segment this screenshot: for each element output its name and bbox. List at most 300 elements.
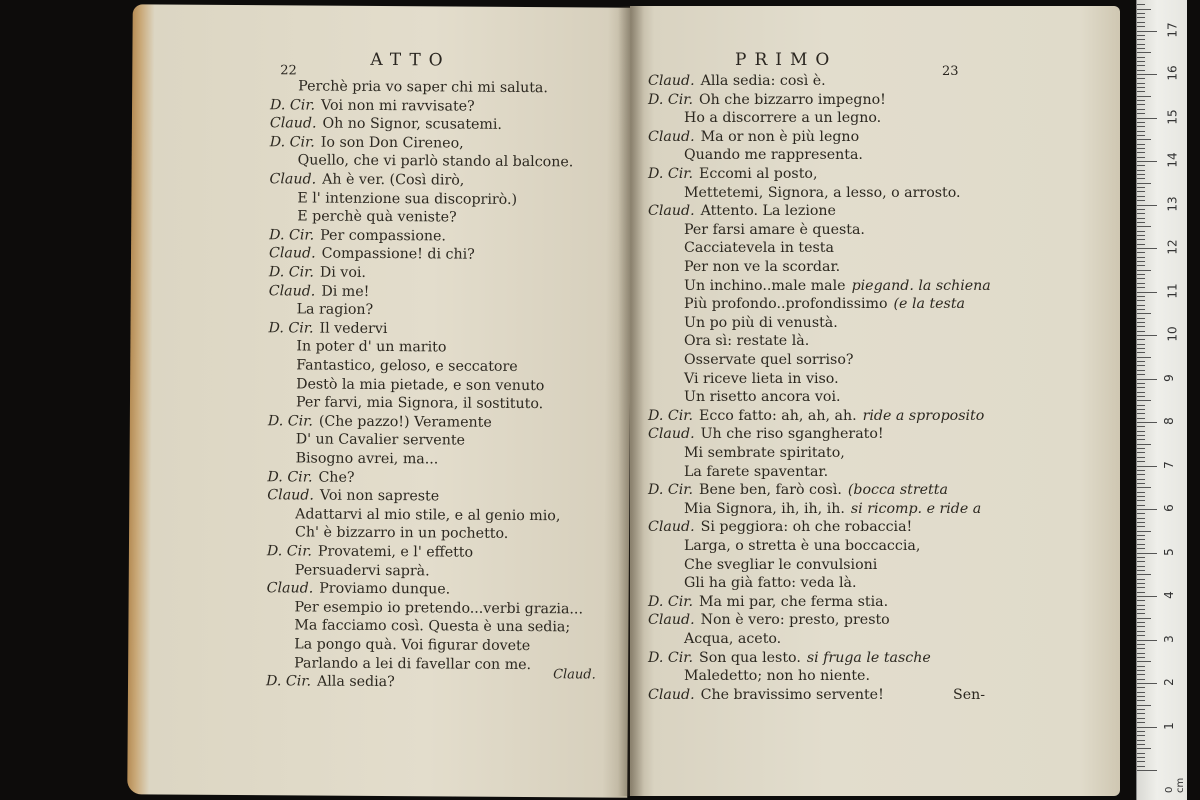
- line-text: Ah è ver. (Così dirò,: [322, 171, 465, 189]
- ruler-tick: [1137, 474, 1145, 475]
- ruler-tick: [1137, 566, 1145, 567]
- text-line: [268, 319, 387, 338]
- ruler-tick: [1137, 383, 1145, 384]
- ruler-tick: [1137, 287, 1145, 288]
- stage-direction: si fruga le tasche: [806, 649, 931, 666]
- ruler-tick: [1137, 83, 1145, 84]
- ruler-tick: [1137, 587, 1145, 588]
- ruler-tick: [1137, 109, 1145, 110]
- line-text: Fantastico, geloso, e seccatore: [296, 357, 518, 375]
- ruler-tick: [1137, 135, 1145, 136]
- ruler-tick: [1137, 618, 1151, 619]
- line-text: Oh che bizzarro impegno!: [699, 91, 886, 108]
- line-text: Il vedervi: [319, 320, 388, 337]
- ruler-tick: [1137, 609, 1145, 610]
- ruler-number: 6: [1161, 504, 1176, 512]
- text-line: [297, 208, 456, 227]
- line-text: D' un Cavalier servente: [295, 431, 466, 449]
- ruler-number: 7: [1161, 460, 1176, 469]
- ruler-tick: [1137, 727, 1157, 728]
- line-text: Un inchino..male male: [684, 277, 846, 294]
- text-line: [648, 481, 948, 499]
- measuring-ruler: [1136, 0, 1187, 800]
- ruler-tick: [1137, 39, 1145, 40]
- line-text: Cacciatevela in testa: [684, 240, 834, 257]
- ruler-tick: [1137, 700, 1145, 701]
- ruler-tick: [1137, 448, 1145, 449]
- ruler-tick: [1137, 722, 1145, 723]
- ruler-tick: [1137, 278, 1145, 279]
- ruler-number: 5: [1161, 547, 1176, 556]
- text-line: [684, 221, 865, 239]
- ruler-tick: [1137, 226, 1151, 227]
- line-text: Per esempio io pretendo...verbi grazia...: [294, 599, 584, 618]
- ruler-tick: [1137, 35, 1145, 36]
- text-line: [684, 109, 881, 127]
- ruler-tick: [1137, 557, 1145, 558]
- text-line: [684, 370, 839, 388]
- ruler-tick: [1137, 626, 1145, 627]
- ruler-tick: [1137, 648, 1145, 649]
- text-line: [268, 412, 492, 432]
- line-text: Destò la mia pietade, e son venuto: [296, 376, 545, 394]
- ruler-tick: [1137, 713, 1145, 714]
- text-line: [684, 556, 877, 574]
- line-text: Son qua lesto.: [699, 649, 801, 666]
- speaker-name: D. Cir.: [648, 482, 694, 499]
- line-text: E l' intenzione sua discoprirò.): [297, 190, 518, 208]
- line-text: Ch' è bizzarro in un pochetto.: [295, 524, 509, 543]
- ruler-tick: [1137, 670, 1145, 671]
- ruler-tick: [1137, 492, 1145, 493]
- text-line: [648, 518, 912, 536]
- text-line: [648, 593, 888, 611]
- ruler-tick: [1137, 457, 1145, 458]
- speaker-name: Claud.: [648, 426, 695, 443]
- ruler-tick: [1137, 126, 1145, 127]
- line-text: Parlando a lei di favellar con me.: [294, 655, 532, 673]
- text-line: [648, 128, 859, 146]
- ruler-tick: [1137, 622, 1145, 623]
- text-line: [296, 356, 518, 376]
- speaker-name: Claud.: [648, 686, 695, 703]
- line-text: Non è vero: presto, presto: [700, 612, 890, 629]
- ruler-tick: [1137, 544, 1145, 545]
- ruler-tick: [1137, 379, 1157, 380]
- ruler-tick: [1137, 653, 1145, 654]
- ruler-tick: [1137, 531, 1151, 532]
- line-text: Un po più di venustà.: [684, 314, 838, 331]
- ruler-tick: [1137, 339, 1145, 340]
- text-line: [684, 314, 838, 332]
- ruler-tick: [1137, 209, 1145, 210]
- line-text: Per farvi, mia Signora, il sostituto.: [295, 394, 544, 413]
- ruler-tick: [1137, 200, 1145, 201]
- ruler-number: 11: [1165, 282, 1180, 299]
- text-line: [648, 686, 986, 704]
- ruler-tick: [1137, 770, 1157, 771]
- ruler-tick: [1137, 757, 1145, 758]
- ruler-tick: [1137, 78, 1145, 79]
- text-line: [684, 500, 981, 518]
- text-line: [296, 394, 543, 414]
- line-text: Mettetemi, Signora, a lesso, o arrosto.: [684, 184, 961, 201]
- ruler-tick: [1137, 74, 1157, 75]
- ruler-tick: [1137, 318, 1145, 319]
- speaker-name: Claud.: [648, 519, 695, 536]
- ruler-tick: [1137, 400, 1151, 401]
- ruler-tick: [1137, 148, 1145, 149]
- ruler-tick: [1137, 679, 1145, 680]
- line-text: Quello, che vi parlò stando al balcone.: [297, 152, 574, 171]
- speaker-name: D. Cir.: [267, 413, 313, 430]
- ruler-tick: [1137, 692, 1145, 693]
- ruler-tick: [1137, 735, 1145, 736]
- text-line: [648, 202, 836, 220]
- line-text: Perchè pria vo saper chi mi saluta.: [298, 78, 548, 97]
- ruler-tick: [1137, 600, 1145, 601]
- ruler-tick: [1137, 392, 1145, 393]
- line-text: La farete spaventar.: [684, 463, 829, 480]
- ruler-number: 15: [1165, 108, 1180, 125]
- ruler-tick: [1137, 374, 1145, 375]
- stage-direction: piegand. la schiena: [851, 277, 991, 294]
- text-line: [296, 431, 465, 450]
- ruler-tick: [1137, 705, 1151, 706]
- line-text: Voi non sapreste: [319, 487, 440, 505]
- line-text: Vi riceve lieta in viso.: [684, 370, 839, 387]
- ruler-tick: [1137, 17, 1145, 18]
- ruler-tick: [1137, 104, 1145, 105]
- ruler-tick: [1137, 644, 1145, 645]
- speaker-name: D. Cir.: [269, 134, 315, 151]
- text-line: [269, 263, 366, 282]
- left-catchword: Claud.: [553, 667, 596, 683]
- ruler-tick: [1137, 70, 1145, 71]
- ruler-tick: [1137, 583, 1145, 584]
- ruler-number: 14: [1165, 152, 1180, 168]
- line-text: Bisogno avrei, ma...: [295, 450, 439, 468]
- ruler-tick: [1137, 191, 1145, 192]
- line-text: Voi non mi ravvisate?: [321, 97, 475, 115]
- text-line: [267, 486, 439, 505]
- text-line: [684, 574, 857, 592]
- speaker-name: Claud.: [268, 282, 316, 300]
- ruler-tick: [1137, 300, 1145, 301]
- ruler-tick: [1137, 174, 1145, 175]
- speaker-name: Claud.: [648, 612, 695, 629]
- ruler-tick: [1137, 357, 1151, 358]
- ruler-number: 9: [1161, 373, 1176, 382]
- ruler-tick: [1137, 100, 1145, 101]
- text-line: [295, 561, 430, 580]
- ruler-tick: [1137, 674, 1145, 675]
- ruler-tick: [1137, 113, 1145, 114]
- text-line: [296, 449, 439, 468]
- line-text: Eccomi al posto,: [699, 166, 818, 182]
- text-line: [684, 463, 828, 481]
- ruler-tick: [1137, 52, 1151, 53]
- line-text: Attento. La lezione: [700, 203, 836, 220]
- speaker-name: D. Cir.: [270, 96, 316, 114]
- ruler-tick: [1137, 683, 1157, 684]
- ruler-tick: [1137, 118, 1157, 119]
- ruler-tick: [1137, 22, 1145, 23]
- speaker-name: D. Cir.: [269, 227, 315, 244]
- ruler-unit-label: 0 cm: [1164, 777, 1186, 793]
- text-line: [269, 245, 475, 264]
- left-page-number: 22: [280, 63, 297, 79]
- ruler-tick: [1137, 579, 1145, 580]
- ruler-tick: [1137, 57, 1145, 58]
- ruler-tick: [1137, 274, 1145, 275]
- ruler-tick: [1137, 265, 1145, 266]
- text-line: [684, 537, 920, 555]
- ruler-number: 4: [1161, 591, 1176, 599]
- ruler-tick: [1137, 426, 1145, 427]
- left-page: [127, 4, 633, 797]
- text-line: [270, 96, 475, 115]
- ruler-tick: [1137, 170, 1145, 171]
- text-line: [684, 277, 991, 295]
- ruler-tick: [1137, 248, 1157, 249]
- ruler-tick: [1137, 252, 1145, 253]
- text-line: [297, 301, 374, 320]
- ruler-tick: [1137, 91, 1145, 92]
- ruler-tick: [1137, 709, 1145, 710]
- text-line: [267, 468, 354, 487]
- ruler-tick: [1137, 270, 1151, 271]
- ruler-tick: [1137, 605, 1145, 606]
- text-line: [684, 351, 853, 369]
- right-page: [630, 6, 1120, 796]
- line-text: Ora sì: restate là.: [684, 333, 810, 350]
- line-text: La pongo quà. Voi figurar dovete: [294, 636, 531, 655]
- ruler-tick: [1137, 640, 1157, 641]
- line-text: Per farsi amare è questa.: [684, 221, 865, 238]
- text-line: [684, 184, 961, 202]
- ruler-tick: [1137, 335, 1157, 336]
- line-text: La ragion?: [296, 301, 374, 319]
- ruler-tick: [1137, 296, 1145, 297]
- ruler-tick: [1137, 365, 1145, 366]
- text-line: [266, 672, 395, 691]
- ruler-tick: [1137, 387, 1145, 388]
- text-line: [269, 170, 464, 189]
- ruler-number: 1: [1161, 721, 1176, 730]
- text-line: [294, 654, 531, 674]
- stage-direction: ride a sproposito: [862, 407, 985, 424]
- line-text: Mia Signora, ih, ih, ih.: [684, 500, 845, 517]
- ruler-tick: [1137, 196, 1145, 197]
- ruler-tick: [1137, 661, 1151, 662]
- line-text: Acqua, aceto.: [684, 631, 782, 647]
- ruler-tick: [1137, 518, 1145, 519]
- ruler-tick: [1137, 257, 1145, 258]
- speaker-name: Claud.: [648, 203, 695, 220]
- text-line: [294, 617, 570, 637]
- open-book: [130, 6, 1120, 796]
- line-text: Ma facciamo così. Questa è una sedia;: [294, 617, 571, 636]
- ruler-tick: [1137, 413, 1145, 414]
- line-text: Persuadervi saprà.: [294, 562, 430, 579]
- ruler-tick: [1137, 535, 1145, 536]
- line-text: Mi sembrate spiritato,: [684, 445, 845, 461]
- ruler-tick: [1137, 744, 1145, 745]
- ruler-tick: [1137, 218, 1145, 219]
- ruler-tick: [1137, 44, 1145, 45]
- line-text: Provatemi, e l' effetto: [317, 543, 474, 561]
- ruler-tick: [1137, 696, 1145, 697]
- ruler-tick: [1137, 496, 1145, 497]
- right-page-number: 23: [942, 64, 959, 79]
- ruler-tick: [1137, 183, 1151, 184]
- speaker-name: Claud.: [268, 245, 316, 262]
- speaker-name: D. Cir.: [648, 407, 694, 424]
- speaker-name: D. Cir.: [268, 264, 314, 281]
- speaker-name: Claud.: [269, 171, 317, 188]
- ruler-tick: [1137, 396, 1145, 397]
- line-text: Proviamo dunque.: [319, 580, 451, 598]
- ruler-tick: [1137, 326, 1145, 327]
- ruler-tick: [1137, 222, 1145, 223]
- ruler-tick: [1137, 483, 1145, 484]
- ruler-tick: [1137, 740, 1145, 741]
- ruler-tick: [1137, 122, 1145, 123]
- ruler-tick: [1137, 766, 1145, 767]
- ruler-tick: [1137, 239, 1145, 240]
- ruler-tick: [1137, 13, 1145, 14]
- ruler-tick: [1137, 244, 1145, 245]
- line-text: Ma mi par, che ferma stia.: [699, 593, 889, 610]
- ruler-tick: [1137, 418, 1145, 419]
- ruler-tick: [1137, 439, 1145, 440]
- text-line: [684, 146, 863, 164]
- line-text: Osservate quel sorriso?: [684, 352, 854, 368]
- right-running-head: PRIMO: [735, 50, 838, 70]
- text-line: [297, 189, 517, 209]
- speaker-name: D. Cir.: [648, 593, 694, 610]
- text-line: [648, 425, 884, 443]
- ruler-tick: [1137, 444, 1151, 445]
- text-line: [684, 239, 834, 257]
- ruler-tick: [1137, 470, 1145, 471]
- text-line: [684, 667, 870, 685]
- line-text: Un risetto ancora voi.: [684, 389, 841, 406]
- line-text: Ecco fatto: ah, ah, ah.: [699, 407, 857, 424]
- text-line: [298, 152, 574, 172]
- ruler-tick: [1137, 666, 1145, 667]
- line-text: Bene ben, farò così.: [699, 482, 842, 499]
- line-text: Che bravissimo servente!: [700, 686, 884, 703]
- line-text: Per non ve la scordar.: [684, 259, 841, 275]
- text-line: [267, 579, 451, 598]
- ruler-tick: [1137, 61, 1145, 62]
- speaker-name: D. Cir.: [267, 468, 313, 486]
- text-line: [298, 77, 548, 97]
- ruler-tick: [1137, 570, 1145, 571]
- stage-direction: (bocca stretta: [847, 482, 948, 499]
- ruler-tick: [1137, 561, 1145, 562]
- ruler-tick: [1137, 505, 1145, 506]
- text-line: [296, 375, 544, 395]
- ruler-tick: [1137, 596, 1157, 597]
- speaker-name: D. Cir.: [648, 166, 694, 182]
- ruler-tick: [1137, 431, 1145, 432]
- ruler-tick: [1137, 31, 1157, 32]
- ruler-tick: [1137, 753, 1145, 754]
- speaker-name: D. Cir.: [266, 543, 313, 560]
- ruler-tick: [1137, 352, 1145, 353]
- line-text: Maledetto; non ho niente.: [684, 668, 870, 685]
- ruler-tick: [1137, 592, 1145, 593]
- ruler-tick: [1137, 513, 1145, 514]
- speaker-name: Claud.: [269, 115, 317, 132]
- ruler-tick: [1137, 48, 1145, 49]
- ruler-tick: [1137, 635, 1145, 636]
- text-line: [684, 444, 845, 462]
- ruler-tick: [1137, 261, 1145, 262]
- ruler-tick: [1137, 631, 1145, 632]
- ruler-tick: [1137, 487, 1151, 488]
- line-text: Ho a discorrere a un legno.: [684, 110, 882, 127]
- line-text: Per compassione.: [320, 227, 446, 245]
- text-line: [270, 133, 464, 152]
- ruler-tick: [1137, 9, 1151, 10]
- ruler-number: 10: [1165, 326, 1180, 342]
- text-line: [684, 332, 809, 350]
- ruler-tick: [1137, 370, 1145, 371]
- speaker-name: D. Cir.: [265, 673, 312, 690]
- text-line: [295, 524, 508, 543]
- ruler-tick: [1137, 522, 1145, 523]
- text-line: [648, 611, 890, 629]
- text-line: [684, 388, 841, 406]
- ruler-tick: [1137, 553, 1157, 554]
- ruler-tick: [1137, 231, 1145, 232]
- ruler-number: 16: [1165, 65, 1180, 81]
- ruler-tick: [1137, 292, 1157, 293]
- stage-direction: (e la testa: [893, 296, 966, 313]
- line-text: Oh no Signor, scusatemi.: [322, 115, 503, 134]
- ruler-tick: [1137, 213, 1145, 214]
- ruler-tick: [1137, 748, 1151, 749]
- ruler-tick: [1137, 422, 1157, 423]
- ruler-tick: [1137, 461, 1145, 462]
- ruler-tick: [1137, 131, 1145, 132]
- ruler-tick: [1137, 331, 1145, 332]
- ruler-tick: [1137, 479, 1145, 480]
- line-text: Più profondo..profondissimo: [684, 296, 888, 313]
- text-line: [684, 295, 965, 313]
- text-line: [684, 258, 840, 276]
- ruler-tick: [1137, 322, 1145, 323]
- text-line: [296, 338, 446, 357]
- stage-direction: si ricomp. e ride a: [850, 500, 982, 517]
- ruler-tick: [1137, 687, 1145, 688]
- text-line: [294, 598, 583, 618]
- line-text: In poter d' un marito: [296, 338, 447, 356]
- ruler-tick: [1137, 65, 1145, 66]
- ruler-tick: [1137, 283, 1145, 284]
- ruler-tick: [1137, 165, 1145, 166]
- line-text: (Che pazzo!) Veramente: [318, 413, 492, 431]
- ruler-tick: [1137, 161, 1157, 162]
- line-text: Quando me rappresenta.: [684, 147, 863, 164]
- line-text: Di me!: [321, 283, 370, 300]
- ruler-tick: [1137, 574, 1151, 575]
- ruler-number: 17: [1165, 21, 1180, 38]
